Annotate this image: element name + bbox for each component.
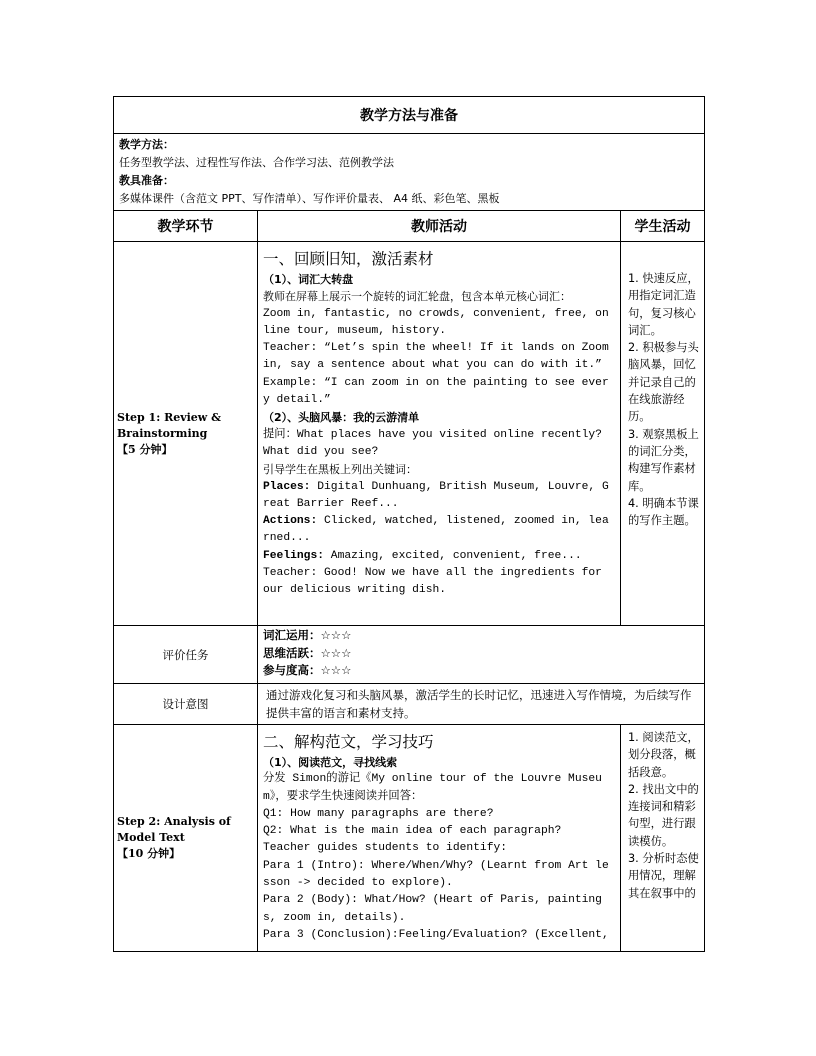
step2-section-title: 二、解构范文，学习技巧 <box>263 733 434 751</box>
rating-vocab-name: 词汇运用： <box>263 628 321 642</box>
step1-p2: Zoom in, fantastic, no crowds, convenient, free, online tour, museum, history. <box>263 307 609 337</box>
materials-text: 多媒体课件（含范文 PPT、写作清单）、写作评价量表、 A4 纸、彩色笔、黑板 <box>119 192 500 205</box>
step2-sub1: （1）、阅读范文，寻找线索 <box>263 756 398 769</box>
step2-student-1: 1. 阅读范文，划分段落，概括段意。 <box>628 731 699 779</box>
step2-p1: 分发 Simon的游记《My online tour of the Louvre Museum》，要求学生快速阅读并回答： <box>263 773 602 803</box>
step1-p7: Teacher: Good! Now we have all the ingredients for our delicious writing dish. <box>263 567 602 597</box>
rating-thinking-name: 思维活跃： <box>263 645 321 660</box>
step1-sub2: （2）、头脑风暴：我的云游清单 <box>263 411 420 425</box>
places-label: Places: <box>263 480 311 493</box>
step1-p3: Teacher: “Let’s spin the wheel! If it lands on Zoom in, say a sentence about what you can do with it.” <box>263 342 609 372</box>
step1-sub1: （1）、词汇大转盘 <box>263 273 354 286</box>
step1-section-title: 一、回顾旧知，激活素材 <box>263 250 434 268</box>
rating-thinking <box>263 645 699 663</box>
step1-student-2: 2. 积极参与头脑风暴，回忆并记录自己的在线旅游经历。 <box>628 341 699 424</box>
actions-text: Clicked, watched, listened, zoomed in, learned... <box>263 515 609 545</box>
step1-actions <box>263 513 615 548</box>
step2-student-2: 2. 找出文中的连接词和精彩句型，进行跟读模仿。 <box>628 782 699 848</box>
step1-feelings <box>263 548 615 565</box>
step2-student-cell <box>621 725 705 952</box>
step1-p1: 教师在屏幕上展示一个旋转的词汇轮盘，包含本单元核心词汇： <box>263 290 571 304</box>
header-teacher: 教师活动 <box>258 211 621 242</box>
step1-p5: 提问：What places have you visited online recently? What did you see? <box>263 428 602 458</box>
methods-label: 教学方法： <box>119 138 174 151</box>
preparation-cell <box>114 134 705 211</box>
methods-text: 任务型教学法、过程性写作法、合作学习法、范例教学法 <box>119 156 394 169</box>
step2-q2: Q2: What is the main idea of each paragraph? <box>263 825 562 838</box>
header-student: 学生活动 <box>621 211 705 242</box>
actions-label: Actions: <box>263 515 318 528</box>
header-stage: 教学环节 <box>114 211 258 242</box>
step2-student-3: 3. 分析时态使用情况，理解其在叙事中的 <box>628 852 699 900</box>
step2-p2: Teacher guides students to identify: <box>263 842 508 855</box>
step2-para1: Para 1 (Intro): Where/When/Why? (Learnt from Art lesson -> decided to explore). <box>263 859 609 890</box>
rating-participation <box>263 662 699 680</box>
rating-vocab <box>263 627 699 645</box>
step1-name: Step 1: Review & Brainstorming <box>117 410 222 440</box>
feelings-label: Feelings: <box>263 549 325 562</box>
evaluation-label: 评价任务 <box>114 626 258 684</box>
step2-para3: Para 3 (Conclusion):Feeling/Evaluation? (Excellent, <box>263 928 609 941</box>
step2-para2: Para 2 (Body): What/How? (Heart of Paris, paintings, zoom in, details). <box>263 894 602 924</box>
lesson-plan-table <box>113 96 705 952</box>
design-text: 通过游戏化复习和头脑风暴，激活学生的长时记忆，迅速进入写作情境，为后续写作提供丰富的语言和素材支持。 <box>258 684 705 725</box>
step1-student-3: 3. 观察黑板上的词汇分类，构建写作素材库。 <box>628 427 699 493</box>
step1-student-cell <box>621 242 705 626</box>
feelings-text: Amazing, excited, convenient, free... <box>324 549 582 562</box>
places-text: Digital Dunhuang, British Museum, Louvre, Great Barrier Reef... <box>263 480 609 510</box>
step2-label-cell <box>114 725 258 952</box>
step1-label-cell <box>114 242 258 626</box>
step2-q1: Q1: How many paragraphs are there? <box>263 807 494 820</box>
design-label: 设计意图 <box>114 684 258 725</box>
rating-vocab-stars: ☆☆☆ <box>320 628 352 642</box>
step1-p6: 引导学生在黑板上列出关键词： <box>263 463 417 477</box>
step1-p4: Example: “I can zoom in on the painting to see every detail.” <box>263 376 609 407</box>
step1-student-1: 1. 快速反应，用指定词汇造句，复习核心词汇。 <box>628 272 699 337</box>
rating-participation-stars: ☆☆☆ <box>320 663 352 677</box>
step2-time: 【10 分钟】 <box>117 847 181 860</box>
step2-teacher-cell <box>258 725 621 952</box>
materials-label: 教具准备： <box>119 174 174 187</box>
rating-participation-name: 参与度高： <box>263 663 321 677</box>
table-title: 教学方法与准备 <box>114 97 705 134</box>
step1-student-4: 4. 明确本节课的写作主题。 <box>628 496 699 528</box>
step1-places <box>263 479 615 514</box>
step1-teacher-cell <box>258 242 621 626</box>
step1-time: 【5 分钟】 <box>117 442 173 456</box>
evaluation-cell <box>258 626 705 684</box>
step2-name: Step 2: Analysis of Model Text <box>117 815 231 844</box>
rating-thinking-stars: ☆☆☆ <box>320 645 352 660</box>
